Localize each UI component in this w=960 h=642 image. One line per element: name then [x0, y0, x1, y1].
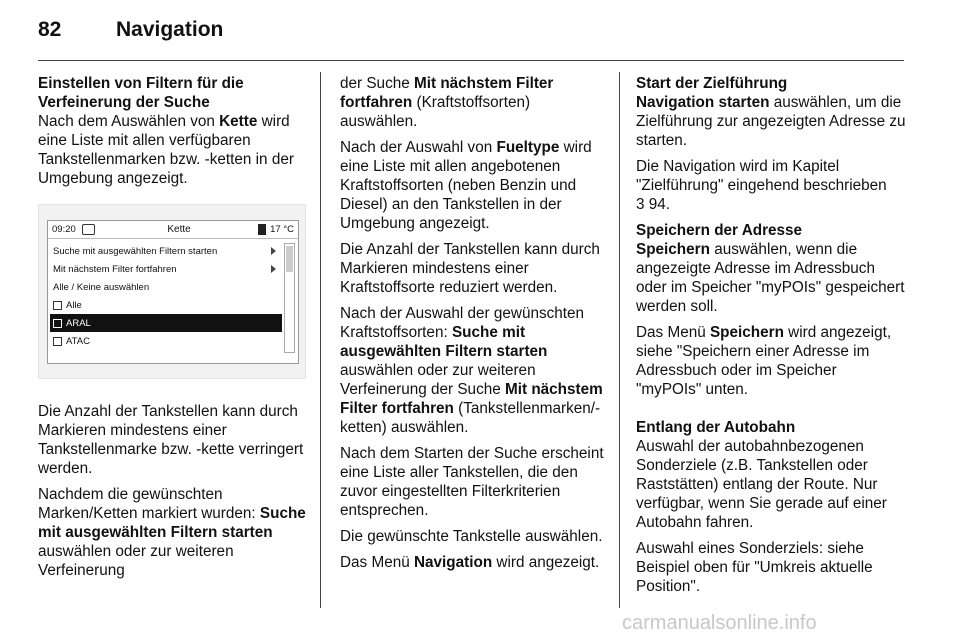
section-heading-autobahn: Entlang der Autobahn [636, 419, 796, 436]
gps-icon [82, 224, 95, 235]
column-divider-1 [320, 72, 321, 608]
paragraph: Nachdem die gewünschten Marken/Ketten markiert wurden: Suche mit ausgewählten Filtern starten auswählen oder zur weiteren Verfeinerung [38, 486, 306, 579]
column-3 [636, 74, 906, 603]
status-bar [48, 221, 298, 239]
page-number: 82 [38, 18, 62, 41]
section-heading-start: Start der Zielführung [636, 75, 788, 92]
checkbox-icon [53, 301, 62, 310]
paragraph: Nach der Auswahl der gewünschten Kraftstoffsorten: Suche mit ausgewählten Filtern starten auswählen oder zur weiteren Verfeinerung der Suche Mit nächstem Filter fortfahren (Tankstellenmarken/-ketten) auswählen. [340, 305, 603, 436]
paragraph: Nach der Auswahl von Fueltype wird eine Liste mit allen angebotenen Kraftstoffsorten (neben Benzin und Diesel) an den Tankstellen in der Umgebung angezeigt. [340, 139, 592, 232]
menu-item-search[interactable]: Suche mit ausgewählten Filtern starten [50, 242, 282, 260]
chapter-title: Navigation [116, 18, 224, 41]
section-heading-filters: Einstellen von Filtern für die Verfeinerung der Suche [38, 75, 244, 111]
menu-list [50, 242, 282, 350]
section-heading-save: Speichern der Adresse [636, 222, 803, 239]
page-reference[interactable]: 3 94. [636, 196, 671, 213]
column-2 [340, 74, 606, 579]
clock: 09:20 [52, 224, 76, 235]
paragraph: Die Anzahl der Tankstellen kann durch Markieren mindestens einer Tankstellenmarke bzw. -kette verringert werden. [38, 403, 304, 477]
page-header [38, 18, 223, 42]
paragraph: Speichern auswählen, wenn die angezeigte Adresse im Adressbuch oder im Speicher "myPOIs" gespeichert werden soll. [636, 241, 905, 315]
paragraph: Die Anzahl der Tankstellen kann durch Markieren mindestens einer Kraftstoffsorte reduziert werden. [340, 241, 600, 296]
scrollbar-thumb[interactable] [286, 246, 293, 272]
paragraph: Das Menü Navigation wird angezeigt. [340, 554, 600, 571]
thermometer-icon [258, 224, 266, 235]
menu-item-atac[interactable]: ATAC [50, 332, 282, 350]
paragraph: Nach dem Auswählen von Kette wird eine Liste mit allen verfügbaren Tankstellenmarken bzw. -ketten in der Umgebung angezeigt. [38, 113, 294, 187]
paragraph: Nach dem Starten der Suche erscheint eine Liste aller Tankstellen, die den zuvor eingestellten Filterkriterien entsprechen. [340, 445, 604, 519]
paragraph: Auswahl eines Sonderziels: siehe Beispiel oben für "Umkreis aktuelle Position". [636, 540, 873, 595]
arrow-right-icon [271, 265, 276, 273]
paragraph: Auswahl der autobahnbezogenen Sonderziele (z.B. Tankstellen oder Raststätten) entlang der Route. Nur verfügbar, wenn Sie gerade auf einer Autobahn fahren. [636, 438, 887, 531]
column-1 [38, 74, 308, 587]
paragraph: der Suche Mit nächstem Filter fortfahren (Kraftstoffsorten) auswählen. [340, 75, 554, 130]
menu-item-aral[interactable]: ARAL [50, 314, 282, 332]
screen-title: Kette [167, 224, 191, 235]
column-divider-2 [619, 72, 620, 608]
paragraph: Das Menü Speichern wird angezeigt, siehe "Speichern einer Adresse im Adressbuch oder im Speicher "myPOIs" unten. [636, 324, 892, 398]
temperature: 17 °C [270, 224, 294, 235]
paragraph: Die Navigation wird im Kapitel "Zielführung" eingehend beschrieben 3 94. [636, 158, 887, 213]
display-screen [47, 220, 299, 364]
menu-item-select-all[interactable]: Alle / Keine auswählen [53, 281, 150, 293]
paragraph: Die gewünschte Tankstelle auswählen. [340, 528, 603, 545]
menu-item-next-filter[interactable]: Mit nächstem Filter fortfahren [50, 260, 282, 278]
screenshot-figure [38, 204, 306, 379]
watermark: carmanualsonline.info [622, 612, 817, 634]
paragraph: Navigation starten auswählen, um die Zielführung zur angezeigten Adresse zu starten. [636, 94, 906, 149]
header-rule [38, 60, 904, 61]
menu-item-alle[interactable]: Alle [50, 296, 282, 314]
scrollbar[interactable] [284, 243, 295, 353]
checkbox-icon [53, 319, 62, 328]
checkbox-icon [53, 337, 62, 346]
arrow-right-icon [271, 247, 276, 255]
